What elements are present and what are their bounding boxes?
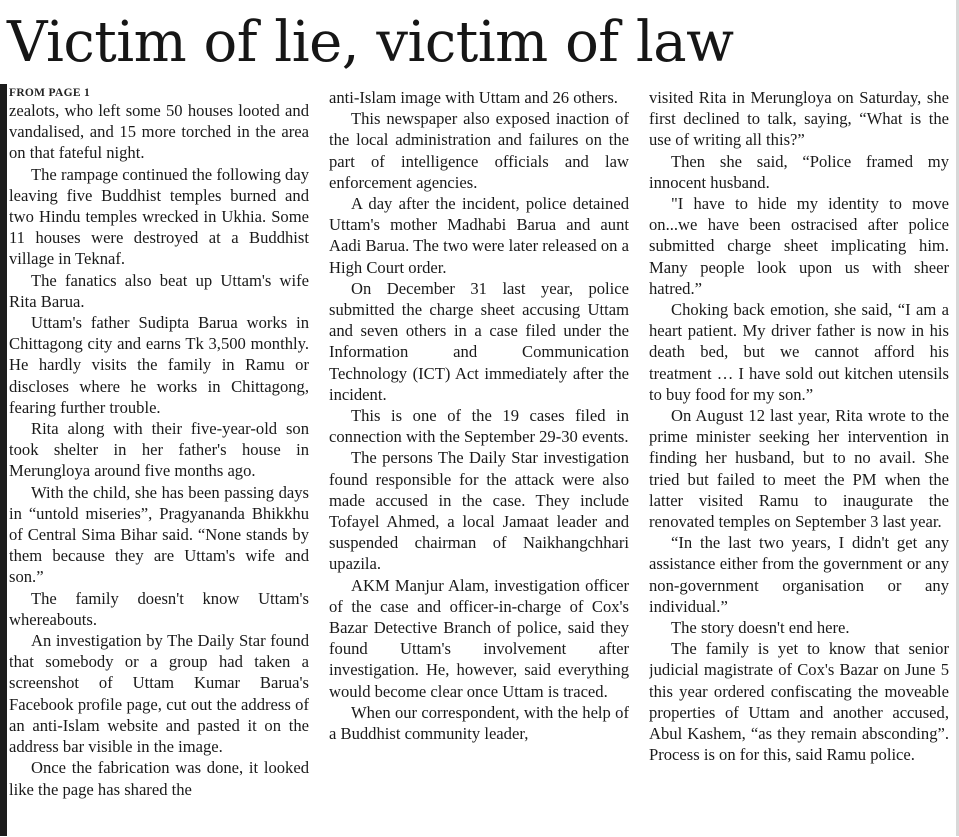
paragraph: This is one of the 19 cases filed in connection with the September 29-30 events. xyxy=(329,406,629,447)
paragraph: The story doesn't end here. xyxy=(671,618,850,638)
paragraph: This newspaper also exposed inaction of the local administration and failures on the part of intelligence officials and law enforcement agencies. xyxy=(329,109,629,192)
paragraph: Then she said, “Police framed my innocent husband. xyxy=(649,151,949,192)
paragraph: “In the last two years, I didn't get any assistance either from the government or any non-government organisation or any individual.” xyxy=(649,533,949,616)
paragraph: On August 12 last year, Rita wrote to the prime minister seeking her intervention in finding her husband, but to no avail. She tried but failed to meet the PM when the latter visited Ramu to inaugurate the renovated temples on September 3 last year. xyxy=(649,406,949,532)
paragraph: An investigation by The Daily Star found that somebody or a group had taken a screenshot of Uttam Kumar Barua's Facebook profile page, cut out the address of an anti-Islam website and pasted it on the address bar visible in the image. xyxy=(9,631,309,757)
article-column-3 xyxy=(649,87,949,837)
paragraph: The family doesn't know Uttam's whereabouts. xyxy=(9,588,309,629)
paragraph: zealots, who left some 50 houses looted and vandalised, and 15 more torched in the area on that fateful night. xyxy=(9,101,309,163)
paragraph: Once the fabrication was done, it looked like the page has shared the xyxy=(9,758,309,799)
paragraph: Rita along with their five-year-old son took shelter in her father's house in Merungloya around five months ago. xyxy=(9,419,309,481)
continuation-kicker: FROM PAGE 1 xyxy=(9,87,91,99)
paragraph: The rampage continued the following day leaving five Buddhist temples burned and two Hindu temples wrecked in Ukhia. Some 11 houses were destroyed at a Buddhist village in Teknaf. xyxy=(9,164,309,269)
paragraph: A day after the incident, police detained Uttam's mother Madhabi Barua and aunt Aadi Barua. The two were later released on a High Court order. xyxy=(329,194,629,277)
paragraph: AKM Manjur Alam, investigation officer of the case and officer-in-charge of Cox's Bazar Detective Branch of police, said they found Uttam's involvement after investigation. He, however, said everything would become clear once Uttam is traced. xyxy=(329,575,629,701)
paragraph: "I have to hide my identity to move on...we have been ostracised after police submitted charge sheet implicating him. Many people look upon us with sheer hatred.” xyxy=(649,194,949,298)
paragraph: The family is yet to know that senior judicial magistrate of Cox's Bazar on June 5 this year ordered confiscating the moveable properties of Uttam and another accused, Abul Kashem, “as they remain absconding”. Process is on for this, said Ramu police. xyxy=(649,639,949,765)
headline: Victim of lie, victim of law xyxy=(7,10,734,75)
paragraph: anti-Islam image with Uttam and 26 others. xyxy=(329,88,618,107)
paragraph: Choking back emotion, she said, “I am a heart patient. My driver father is now in his death bed, but we cannot afford his treatment … I have sold out kitchen utensils to buy food for my son.” xyxy=(649,300,949,404)
paragraph: Uttam's father Sudipta Barua works in Chittagong city and earns Tk 3,500 monthly. He hardly visits the family in Ramu or discloses where he works in Chittagong, fearing further trouble. xyxy=(9,313,309,417)
paragraph: On December 31 last year, police submitted the charge sheet accusing Uttam and seven others in a case filed under the Information and Communication Technology (ICT) Act immediately after the incident. xyxy=(329,278,629,404)
paragraph: The fanatics also beat up Uttam's wife Rita Barua. xyxy=(9,270,309,311)
paragraph: visited Rita in Merungloya on Saturday, she first declined to talk, saying, “What is the use of writing all this?” xyxy=(649,88,949,150)
paragraph: The persons The Daily Star investigation found responsible for the attack were also made accused in the case. They include Tofayel Ahmed, a local Jamaat leader and suspended chairman of Naikhangchhari upazila. xyxy=(329,448,629,574)
paragraph: With the child, she has been passing days in “untold miseries”, Pragyananda Bhikkhu of Central Sima Bihar said. “None stands by them because they are Uttam's wife and son.” xyxy=(9,482,309,587)
article-column-1 xyxy=(9,87,309,837)
paragraph: When our correspondent, with the help of a Buddhist community leader, xyxy=(329,702,629,744)
article-column-2 xyxy=(329,87,629,837)
left-edge-rule xyxy=(0,84,7,836)
